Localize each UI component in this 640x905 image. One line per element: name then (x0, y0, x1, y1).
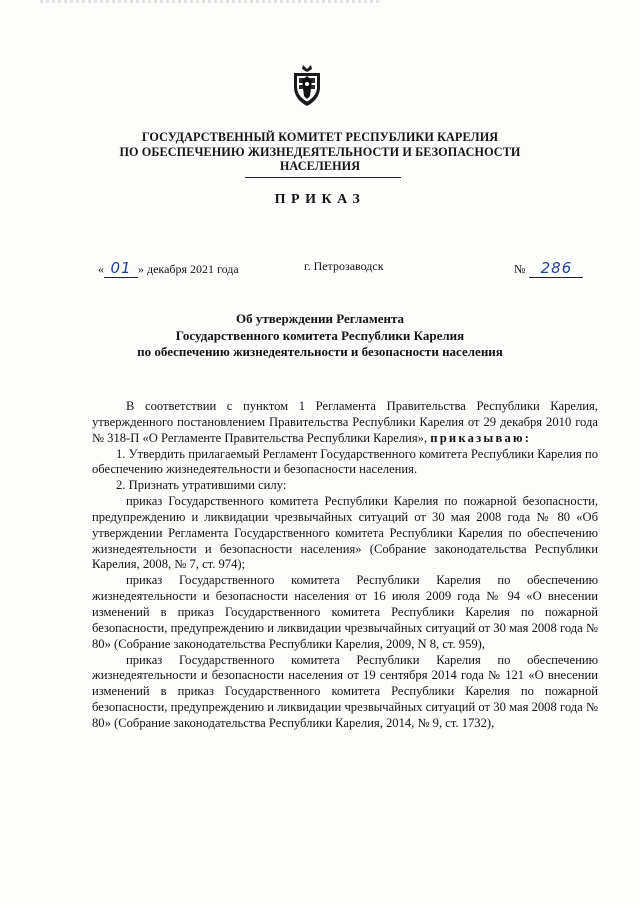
order-date (98, 259, 239, 278)
number-label: № (514, 262, 526, 276)
header-divider (245, 177, 401, 178)
date-month-year: декабря 2021 года (147, 262, 239, 276)
committee-line: НАСЕЛЕНИЯ (279, 159, 361, 173)
subject-line: по обеспечению жизнедеятельности и безопасности населения (137, 344, 503, 359)
order-word: приказываю: (430, 430, 532, 445)
committee-name (100, 130, 540, 174)
order-number (514, 259, 583, 278)
item-2b: приказ Государственного комитета Республики Карелия по обеспечению жизнедеятельности и безопасности населения от 16 июля 2009 года № 94 «О внесении изменений в приказ Государственного комитета Республики Карелия по пожарной безопасности, предупреждению и ликвидации чрезвычайных ситуаций от 30 мая 2008 года № 80» (Собрание законодательства Республики Карелия, 2009, N 8, ст. 959), (92, 573, 598, 651)
preamble-paragraph (92, 399, 598, 447)
subject-line: Об утверждении Регламента (236, 311, 404, 326)
date-day-handwritten: 01 (104, 259, 138, 278)
item-2: 2. Признать утратившими силу: (116, 478, 287, 493)
item-1: 1. Утвердить прилагаемый Регламент Государственного комитета Республики Карелия по обеспечению жизнедеятельности и безопасности населения. (92, 446, 598, 477)
preamble-text: В соответствии с пунктом 1 Регламента Правительства Республики Карелия, утвержденного постановлением Правительства Республики Карелия от 29 декабря 2010 года № 318-П «О Регламенте Правительства Республики Карелия», (92, 399, 598, 445)
item-2c: приказ Государственного комитета Республики Карелия по обеспечению жизнедеятельности и безопасности населения от 19 сентября 2014 года № 121 «О внесении изменений в приказ Государственного комитета Республики Карелия по пожарной безопасности, предупреждению и ликвидации чрезвычайных ситуаций от 30 мая 2008 года № 80» (Собрание законодательства Республики Карелия, 2014, № 9, ст. 1732), (92, 652, 598, 730)
scan-artifact (40, 0, 380, 3)
number-handwritten: 286 (529, 259, 583, 278)
date-quote-close: » (138, 262, 144, 276)
order-subject (90, 311, 550, 361)
committee-line: ГОСУДАРСТВЕННЫЙ КОМИТЕТ РЕСПУБЛИКИ КАРЕЛИЯ (141, 130, 499, 144)
document-type: ПРИКАЗ (274, 192, 366, 207)
committee-line: ПО ОБЕСПЕЧЕНИЮ ЖИЗНЕДЕЯТЕЛЬНОСТИ И БЕЗОПАСНОСТИ (119, 144, 521, 159)
item-2a: приказ Государственного комитета Республики Карелия по пожарной безопасности, предупреждению и ликвидации чрезвычайных ситуаций от 30 мая 2008 года № 80 «Об утверждении Регламента Государственного комитета Республики Карелия по обеспечению жизнедеятельности и безопасности населения» (Собрание законодательства Республики Карелия, 2008, № 7, ст. 974); (92, 494, 598, 572)
coat-of-arms-icon (290, 63, 324, 107)
date-quote-open: « (98, 262, 104, 276)
order-body (92, 399, 598, 732)
city: г. Петрозаводск (304, 259, 384, 273)
subject-line: Государственного комитета Республики Карелия (175, 327, 465, 343)
